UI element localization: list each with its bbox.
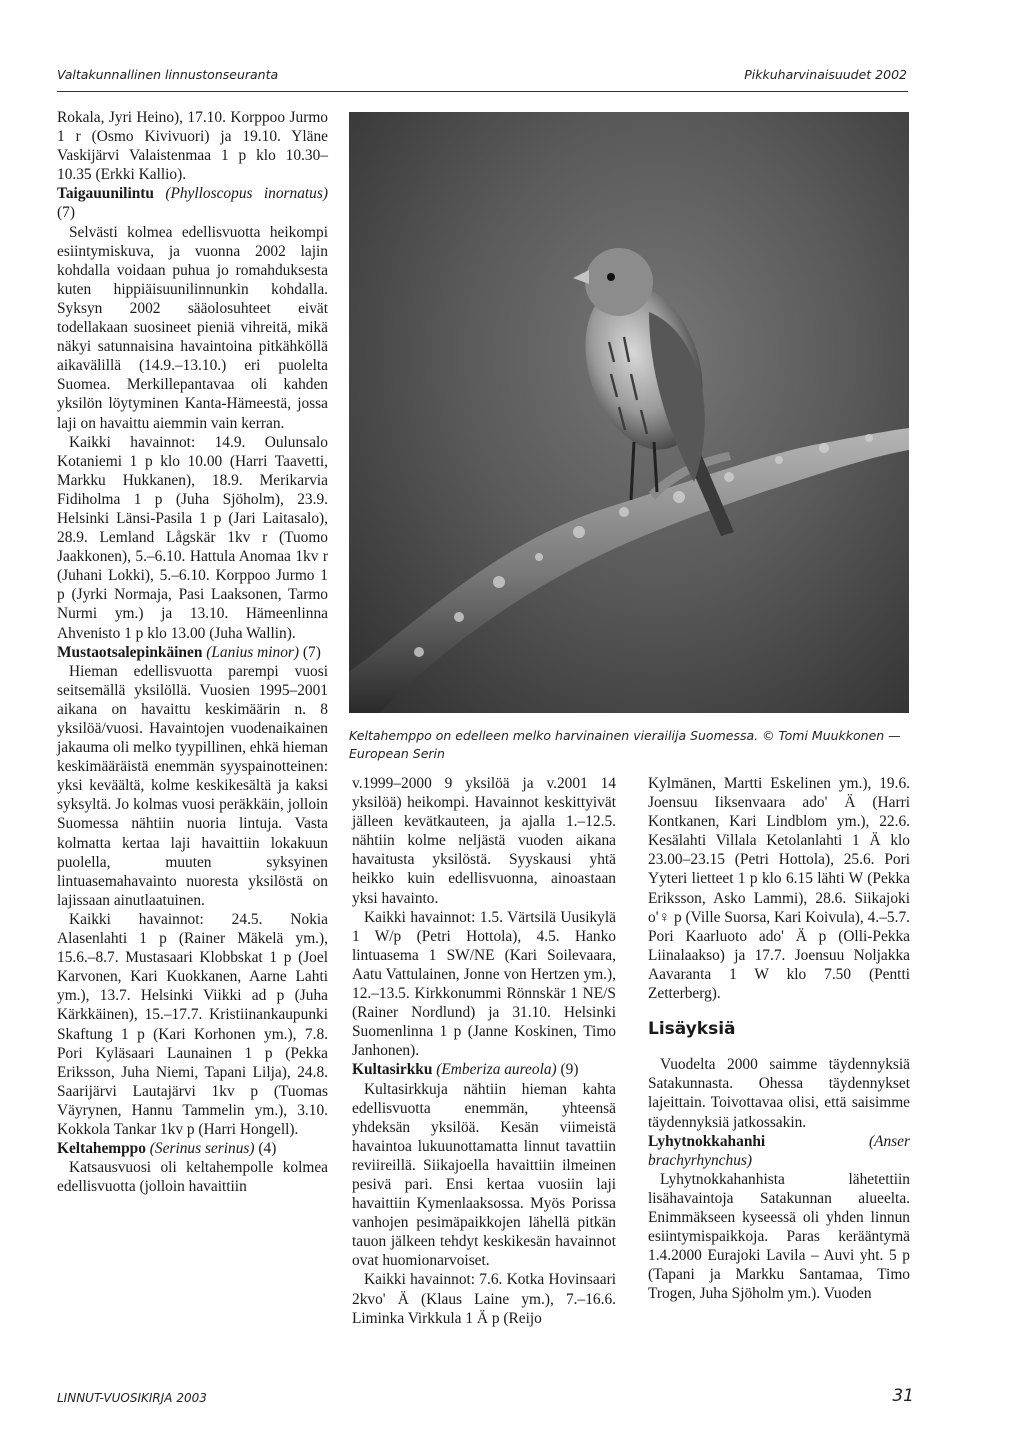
- paragraph: Vuodelta 2000 saimme täydennyksiä Satakunnasta. Ohessa täydennykset lajeittain. Toivottavaa olisi, että saisimme täydennyksiä jatkossakin.: [648, 1056, 910, 1131]
- species-heading-taigauunilintu: [57, 184, 328, 222]
- column-1: [57, 108, 328, 1196]
- species-name: Keltahemppo: [57, 1140, 146, 1158]
- eye: [607, 273, 615, 281]
- paragraph: v.1999–2000 9 yksilöä ja v.2001 14 yksilöä) heikompi. Havainnot keskittyivät jälleen kevätkauteen, ja ajalla 1.–12.5. nähtiin kolme neljästä vuoden aikana havaitusta yksilöstä. Syyskausi yhtä heikko kuin edellisvuonna, ainoastaan yksi havainto.: [352, 775, 616, 907]
- photo-caption: Keltahemppo on edelleen melko harvinainen vierailija Suomessa. © Tomi Muukkonen — European Serin: [349, 728, 901, 761]
- head: [585, 248, 653, 316]
- paragraph: Kaikki havainnot: 7.6. Kotka Hovinsaari 2kvo' Ä (Klaus Laine ym.), 7.–16.6. Liminka Virkkula 1 Ä p (Reijo: [352, 1271, 616, 1327]
- species-heading-lyhytnokkahanhi: [648, 1132, 910, 1170]
- paragraph: Rokala, Jyri Heino), 17.10. Korppoo Jurmo 1 r (Osmo Kivivuori) ja 19.10. Yläne Vaskijärvi Valaistenmaa 1 p klo 10.30–10.35 (Erkki Kallio).: [57, 109, 328, 184]
- running-header-left: Valtakunnallinen linnustonseuranta: [57, 67, 279, 82]
- species-heading-kultasirkku: [352, 1060, 616, 1079]
- species-latin: (Lanius minor): [206, 643, 300, 661]
- species-count: (4): [254, 1140, 277, 1158]
- species-count: (7): [57, 204, 75, 222]
- serin-illustration: [349, 112, 909, 713]
- paragraph: Kylmänen, Martti Eskelinen ym.), 19.6. Joensuu Iiksenvaara ado' Ä (Harri Kontkanen, Kari Lindblom ym.), 22.6. Kesälahti Villala Ketolanlahti 1 Ä klo 23.00–23.15 (Petri Hottola), 25.6. Pori Yyteri lietteet 1 p klo 6.15 lähti W (Pekka Eriksson, Asko Lammi), 28.6. Siikajoki o'♀ p (Ville Suorsa, Kari Koivula), 4.–5.7. Pori Kaarluoto ado' Ä p (Olli-Pekka Liinalaakso) ja 17.7. Joensuu Noljakka Aavaranta 1 W klo 7.50 (Pentti Zetterberg).: [648, 775, 910, 1003]
- page-number: 31: [892, 1386, 914, 1406]
- bird-photo: [349, 112, 909, 713]
- species-count: (7): [299, 643, 321, 661]
- header-rule: [57, 91, 908, 92]
- species-heading-mustaotsalepinkainen: [57, 643, 328, 662]
- species-latin: (Phylloscopus inornatus): [165, 185, 328, 203]
- paragraph: Katsausvuosi oli keltahempolle kolmea edellisvuotta (jolloin havaittiin: [57, 1159, 328, 1196]
- species-heading-keltahemppo: [57, 1139, 328, 1158]
- paragraph: Selvästi kolmea edellisvuotta heikompi esiintymiskuva, ja vuonna 2002 lajin kohdalla voidaan puhua jo romahduksesta kuten hippiäisuunilinnunkin kohdalla. Syksyn 2002 sääolosuhteet eivät todellakaan suosineet pieniä vihreitä, mikä näkyi satunnaisina havaintoina pitkähköllä aikavälillä (14.9.–13.10.) eri puolelta Suomea. Merkillepantavaa oli kahden yksilön löytyminen Kanta-Hämeestä, jossa laji on havaittu aiemmin vain kerran.: [57, 223, 328, 432]
- footer-publication: LINNUT-VUOSIKIRJA 2003: [57, 1391, 207, 1405]
- paragraph: Hieman edellisvuotta parempi vuosi seitsemällä yksilöllä. Vuosien 1995–2001 aikana on havaittu keskimäärin n. 8 yksilöä/vuosi. Havaintojen vuodenaikainen jakauma oli melko tyypillinen, ehkä hieman keskimääräistä enemmän syyspainotteinen: yksi keväältä, kolme keskikesältä ja kaksi syksyltä. Jo kolmas vuosi peräkkäin, jolloin Suomessa nähtiin nuoria lintuja. Vasta kolmatta kertaa laji havaittiin lokakuun puolella, muuten syksyinen lintuasemahavainto nuoresta yksilöstä on lajissaan ainutlaatuinen.: [57, 662, 328, 909]
- column-2: [352, 774, 616, 1328]
- species-name: Mustaotsalepinkäinen: [57, 643, 203, 661]
- paragraph: Kaikki havainnot: 14.9. Oulunsalo Kotaniemi 1 p klo 10.00 (Harri Taavetti, Markku Hukkanen), 18.9. Merikarvia Fidiholma 1 p (Juha Sjöholm), 23.9. Helsinki Länsi-Pasila 1 p (Jari Laitasalo), 28.9. Lemland Lågskär 1kv r (Tuomo Jaakkonen), 5.–6.10. Hattula Anomaa 1kv r (Juhani Lokki), 5.–6.10. Korppoo Jurmo 1 p (Jyrki Normaja, Pasi Laaksonen, Tarmo Nurmi ym.) ja 13.10. Hämeenlinna Ahvenisto 1 p klo 13.00 (Juha Wallin).: [57, 433, 328, 642]
- species-name: Kultasirkku: [352, 1061, 433, 1079]
- beak: [573, 270, 589, 284]
- branch: [349, 428, 909, 713]
- species-latin: (Serinus serinus): [149, 1140, 255, 1158]
- column-3: [648, 774, 910, 1303]
- species-count: (9): [556, 1061, 579, 1079]
- species-name: Lyhytnokkahanhi: [648, 1132, 766, 1150]
- paragraph: Kaikki havainnot: 24.5. Nokia Alasenlahti 1 p (Rainer Mäkelä ym.), 15.6.–8.7. Mustasaari Klobbskat 1 p (Joel Karvonen, Kari Kuokkanen, Aarne Lahti ym.), 13.7. Helsinki Viikki ad p (Juha Kärkkäinen), 15.–17.7. Kristiinankaupunki Skaftung 1 p (Kari Korhonen ym.), 7.8. Pori Kyläsaari Launainen 1 p (Pekka Eriksson, Juha Niemi, Tapani Lilja), 24.8. Saarijärvi Lautajärvi 1kv p (Tuomas Väyrynen, Hannu Tammelin ym.), 3.10. Kokkola Tankar 1kv p (Harri Hongell).: [57, 910, 328, 1138]
- paragraph: Kultasirkkuja nähtiin hieman kahta edellisvuotta enemmän, yhteensä yhdeksän yksilöä. Kesän viimeistä havaintoa lukuunottamatta linnut tavattiin reviireillä. Siikajoella havaittiin ilmeinen pesivä pari. Ensi kertaa vuosiin laji havaittiin Kymenlaaksossa. Myös Porissa vanhojen pesimäpaikkojen lähellä pitkän tauon jälkeen tehdyt keskikesän havainnot ovat huomionarvoiset.: [352, 1080, 616, 1270]
- species-name: Taigauunilintu: [57, 185, 154, 203]
- leg: [631, 442, 634, 500]
- species-latin: (Anser brachyrhynchus): [648, 1132, 910, 1169]
- paragraph: Kaikki havainnot: 1.5. Värtsilä Uusikylä 1 W/p (Petri Hottola), 4.5. Hanko lintuasema 1 SW/NE (Kari Soilevaara, Aatu Vattulainen, Jonne von Hertzen ym.), 12.–13.5. Kirkkonummi Rönnskär 1 NE/S (Rainer Nordlund) ja 31.10. Helsinki Suomenlinna 1 p (Janne Koskinen, Timo Janhonen).: [352, 908, 616, 1060]
- section-heading: Lisäyksiä: [648, 1019, 736, 1040]
- paragraph: Lyhytnokkahanhista lähetettiin lisähavaintoja Satakunnan alueelta. Enimmäkseen kyseessä oli yhden linnun esiintymispaikkoja. Paras kerääntymä 1.4.2000 Eurajoki Lavila – Auvi yht. 5 p (Tapani ja Markku Santamaa, Timo Trogen, Juha Sjöholm ym.). Vuoden: [648, 1170, 910, 1303]
- running-header-right: Pikkuharvinaisuudet 2002: [744, 67, 907, 82]
- species-latin: (Emberiza aureola): [436, 1061, 557, 1079]
